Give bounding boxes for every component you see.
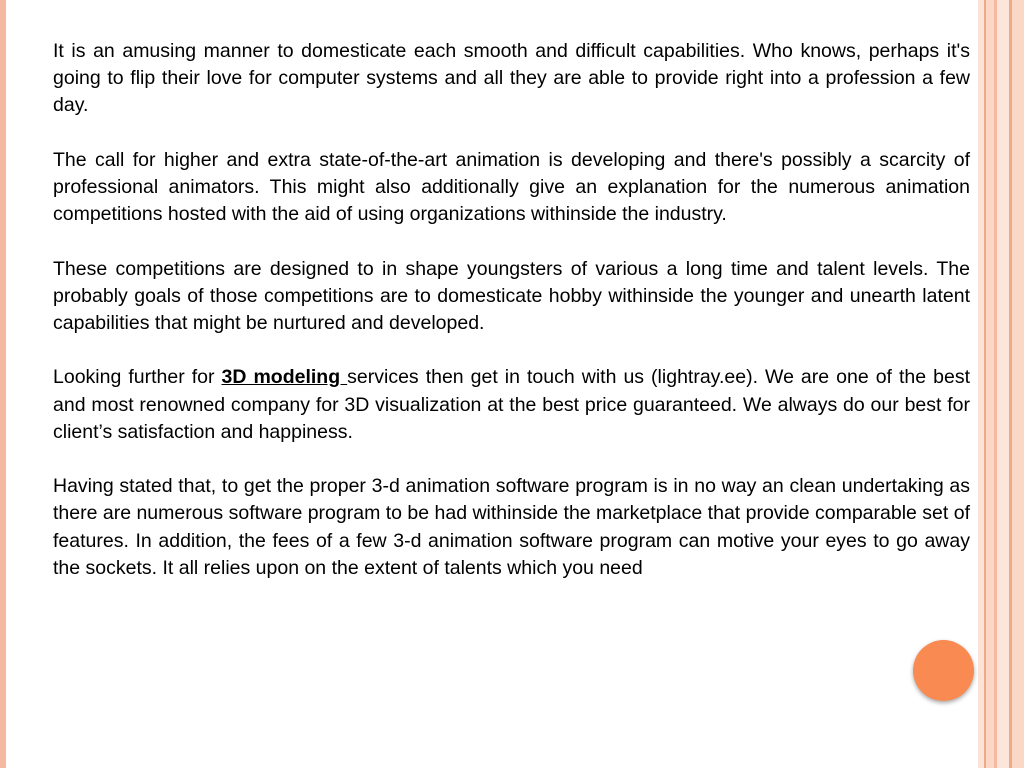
- right-stripe-7: [1012, 0, 1024, 768]
- paragraph-2: The call for higher and extra state-of-the-art animation is developing and there's possibly a scarcity of professional animators. This might also additionally give an explanation for the numerous animation competitions hosted with the aid of using organizations withinside the industry.: [53, 148, 970, 226]
- paragraph-3: These competitions are designed to in shape youngsters of various a long time and talent levels. The probably goals of those competitions are to domesticate hobby withinside the younger and unearth latent capabilities that might be nurtured and developed.: [53, 257, 970, 334]
- paragraph-4-lead: Looking further for: [53, 366, 222, 389]
- body-text: [53, 38, 970, 609]
- left-border-stripe: [0, 0, 6, 768]
- right-stripe-3: [986, 0, 994, 768]
- paragraph-5: Having stated that, to get the proper 3-d animation software program is in no way an clean undertaking as there are numerous software program to be had withinside the marketplace that provide comparable set of features. In addition, the fees of a few 3-d animation software program can motive your eyes to go away the sockets. It all relies upon on the extent of talents which you need: [53, 475, 970, 579]
- paragraph-4-rest: services then get in touch with us (lightray.ee). We are one of the best and most renowned company for 3D visualization at the best price guaranteed. We always do our best for client’s satisfaction and happiness.: [53, 366, 970, 443]
- paragraph-1: It is an amusing manner to domesticate each smooth and difficult capabilities. Who knows, perhaps it's going to flip their love for computer systems and all they are able to provide right into a profession a few day.: [53, 40, 970, 117]
- right-border-stripes: [978, 0, 1024, 768]
- paragraph-4: [53, 364, 970, 446]
- orange-circle-decoration: [913, 640, 974, 701]
- right-stripe-5: [997, 0, 1009, 768]
- 3d-modeling-link[interactable]: 3D modeling: [221, 366, 348, 389]
